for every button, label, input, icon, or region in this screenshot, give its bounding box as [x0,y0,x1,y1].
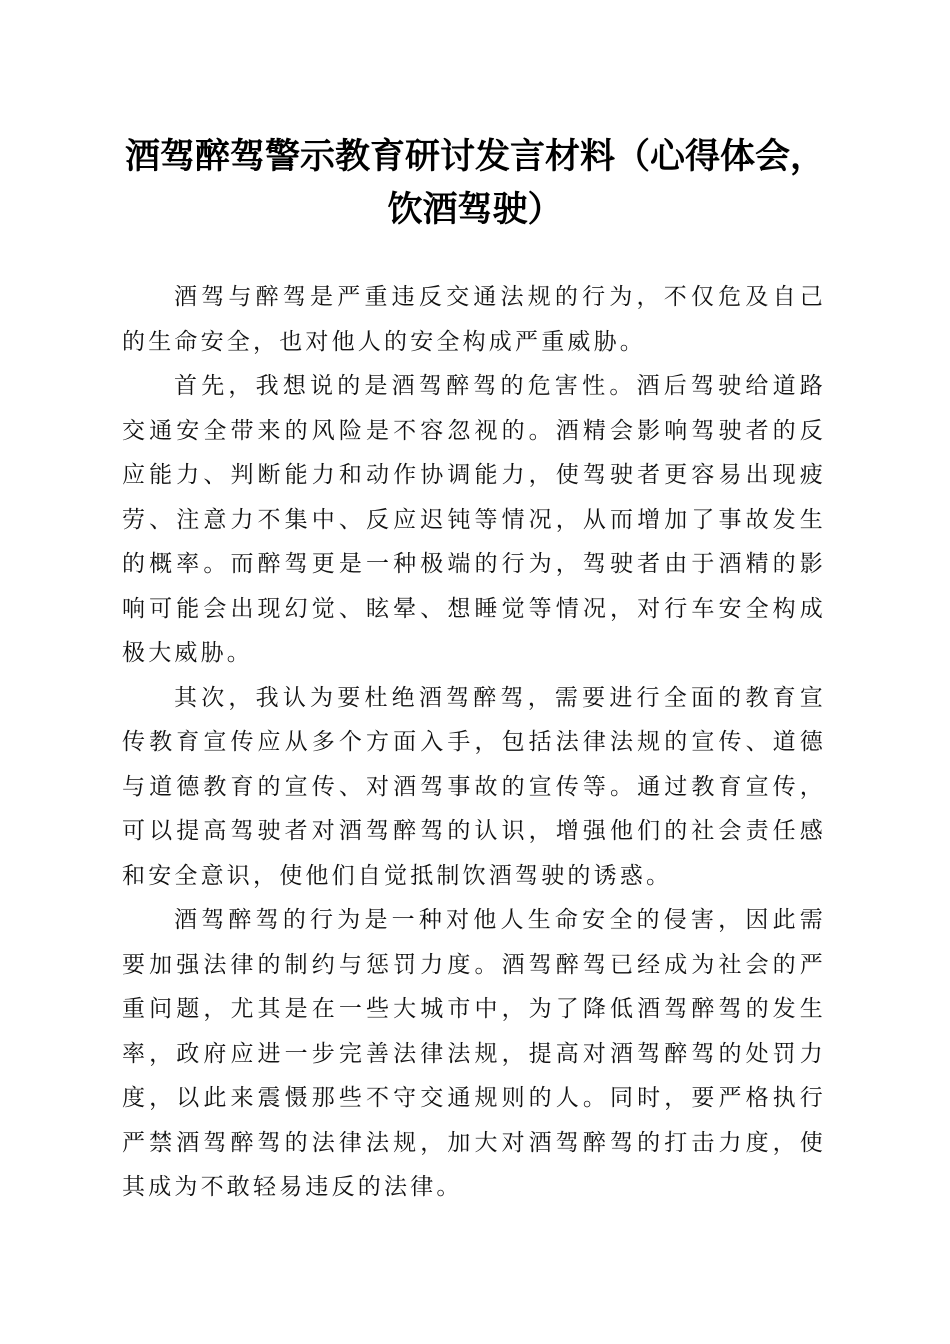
document-title [100,130,850,236]
title-line-1: 酒驾醉驾警示教育研讨发言材料（心得体会， [124,136,825,177]
paragraph-law: 酒驾醉驾的行为是一种对他人生命安全的侵害，因此需要加强法律的制约与惩罚力度。酒驾醉驾已经成为社会的严重问题，尤其是在一些大城市中，为了降低酒驾醉驾的发生率，政府应进一步完善法律法规，提高对酒驾醉驾的处罚力度，以此来震慑那些不守交通规则的人。同时，要严格执行严禁酒驾醉驾的法律法规，加大对酒驾醉驾的打击力度，使其成为不敢轻易违反的法律。 [122,907,826,1200]
title-line-2: 饮酒驾驶） [387,189,563,230]
paragraph-intro: 酒驾与醉驾是严重违反交通法规的行为，不仅危及自己的生命安全，也对他人的安全构成严重威胁。 [122,284,826,355]
document-body [122,275,826,1210]
paragraph-education: 其次，我认为要杜绝酒驾醉驾，需要进行全面的教育宣传教育宣传应从多个方面入手，包括法律法规的宣传、道德与道德教育的宣传、对酒驾事故的宣传等。通过教育宣传，可以提高驾驶者对酒驾醉驾的认识，增强他们的社会责任感和安全意识，使他们自觉抵制饮酒驾驶的诱惑。 [122,684,826,889]
paragraph-harm: 首先，我想说的是酒驾醉驾的危害性。酒后驾驶给道路交通安全带来的风险是不容忽视的。酒精会影响驾驶者的反应能力、判断能力和动作协调能力，使驾驶者更容易出现疲劳、注意力不集中、反应迟钝等情况，从而增加了事故发生的概率。而醉驾更是一种极端的行为，驾驶者由于酒精的影响可能会出现幻觉、眩晕、想睡觉等情况，对行车安全构成极大威胁。 [122,373,826,666]
